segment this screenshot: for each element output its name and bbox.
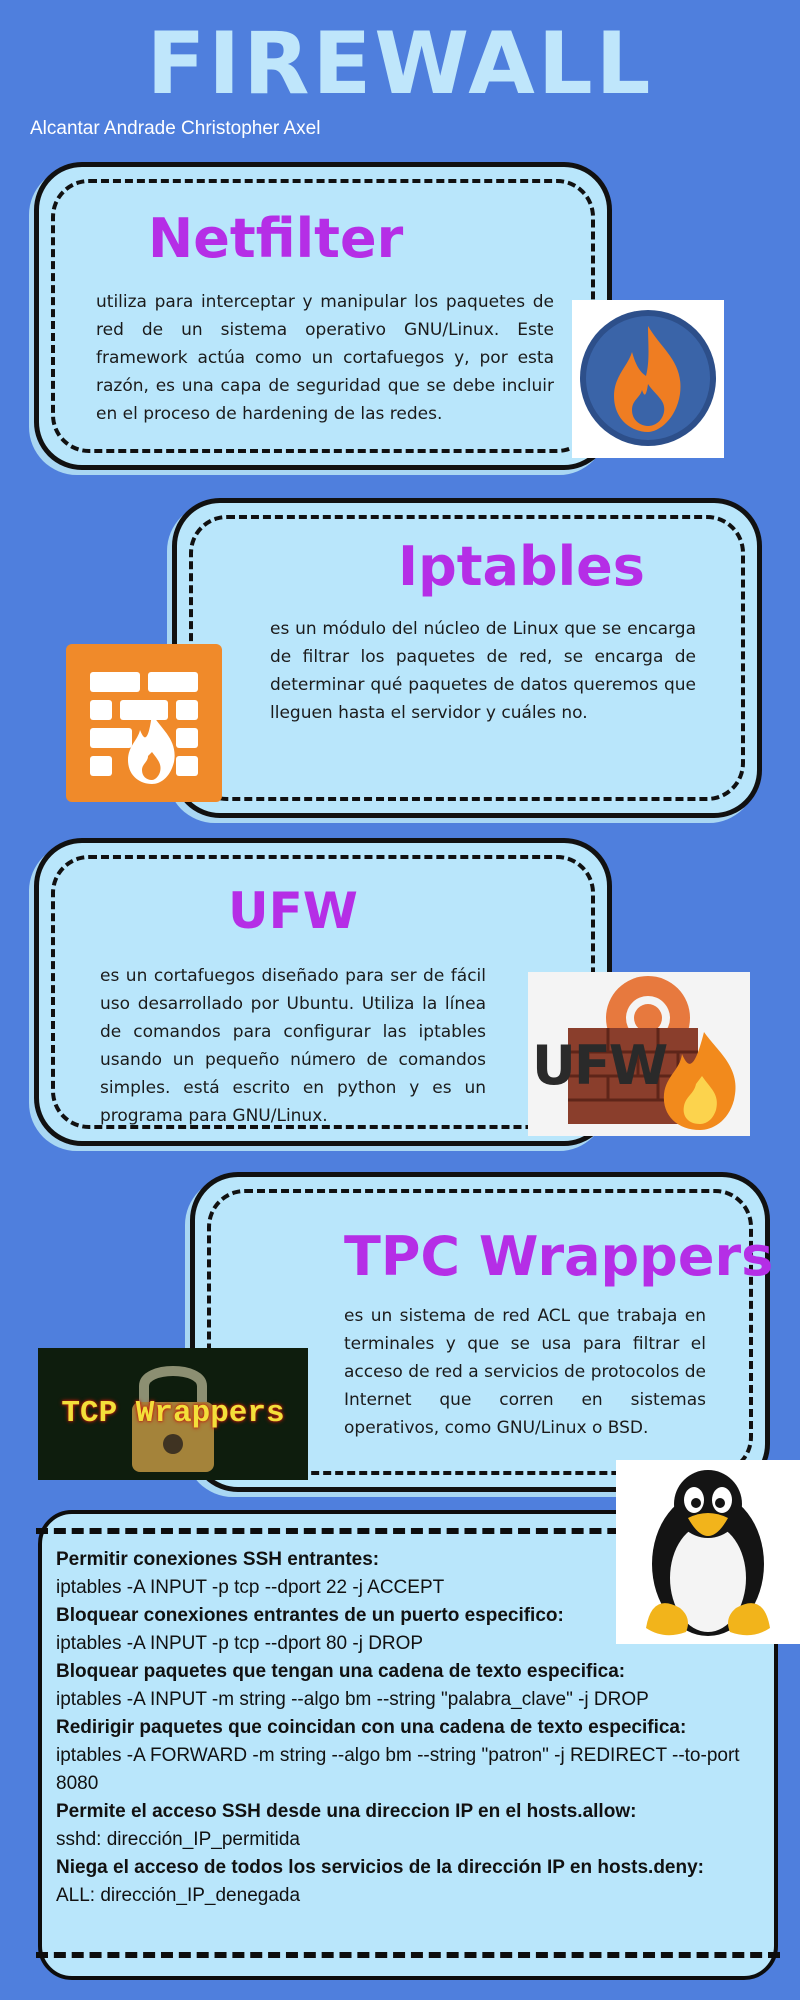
command-title: Bloquear paquetes que tengan una cadena de texto especifica: (56, 1661, 626, 1682)
command-code: iptables -A FORWARD -m string --algo bm --string "patron" -j REDIRECT --to-port 8080 (56, 1745, 740, 1794)
iptables-heading: Iptables (398, 535, 645, 598)
command-title: Niega el acceso de todos los servicios de la dirección IP en hosts.deny: (56, 1857, 704, 1878)
ufw-heading: UFW (228, 882, 358, 940)
iptables-logo (66, 644, 222, 802)
ufw-description: es un cortafuegos diseñado para ser de fácil uso desarrollado por Ubuntu. Utiliza la línea de comandos para configurar las iptables usando un pequeño número de comandos simples. está escrito en python y es un programa para GNU/Linux. (100, 966, 486, 1126)
netfilter-heading: Netfilter (148, 207, 404, 270)
author-name: Alcantar Andrade Christopher Axel (30, 118, 321, 139)
command-item (56, 1854, 766, 1910)
tcp-wrappers-logo (38, 1348, 308, 1480)
page-title: FIREWALL (146, 14, 654, 114)
netfilter-logo (572, 300, 724, 458)
iptables-description: es un módulo del núcleo de Linux que se encarga de filtrar los paquetes de red, se encarga de determinar qué paquetes de datos queremos que lleguen hasta el servidor y cuáles no. (270, 619, 696, 723)
command-code: iptables -A INPUT -p tcp --dport 22 -j ACCEPT (56, 1577, 445, 1598)
tcp-wrappers-heading: TPC Wrappers (344, 1225, 774, 1288)
tux-logo (616, 1460, 800, 1644)
command-code: sshd: dirección_IP_permitida (56, 1829, 300, 1850)
firewall-brick-flame-icon (66, 644, 222, 802)
tux-penguin-icon (616, 1460, 800, 1644)
tcp-wrappers-description: es un sistema de red ACL que trabaja en terminales y que se usa para filtrar el acceso de red a servicios de protocolos de Internet que corren en sistemas operativos, como GNU/Linux o BSD. (344, 1306, 706, 1438)
command-item (56, 1798, 766, 1854)
command-title: Bloquear conexiones entrantes de un puerto especifico: (56, 1605, 564, 1626)
command-code: iptables -A INPUT -m string --algo bm --string "palabra_clave" -j DROP (56, 1689, 649, 1710)
tcp-wrappers-logo-text: TCP Wrappers (61, 1396, 285, 1431)
ufw-logo (528, 972, 750, 1136)
command-item (56, 1714, 766, 1798)
ufw-logo-text: UFW (532, 1034, 667, 1097)
netfilter-flame-icon (572, 300, 724, 458)
netfilter-description: utiliza para interceptar y manipular los paquetes de red de un sistema operativo GNU/Linux. Este framework actúa como un cortafuegos y, por esta razón, es una capa de seguridad que se debe incluir en el proceso de hardening de las redes. (96, 292, 554, 424)
command-title: Redirigir paquetes que coincidan con una cadena de texto especifica: (56, 1717, 687, 1738)
command-item (56, 1658, 766, 1714)
command-code: iptables -A INPUT -p tcp --dport 80 -j DROP (56, 1633, 424, 1654)
command-title: Permitir conexiones SSH entrantes: (56, 1549, 380, 1570)
command-code: ALL: dirección_IP_denegada (56, 1885, 301, 1906)
command-title: Permite el acceso SSH desde una direccion IP en el hosts.allow: (56, 1801, 637, 1822)
